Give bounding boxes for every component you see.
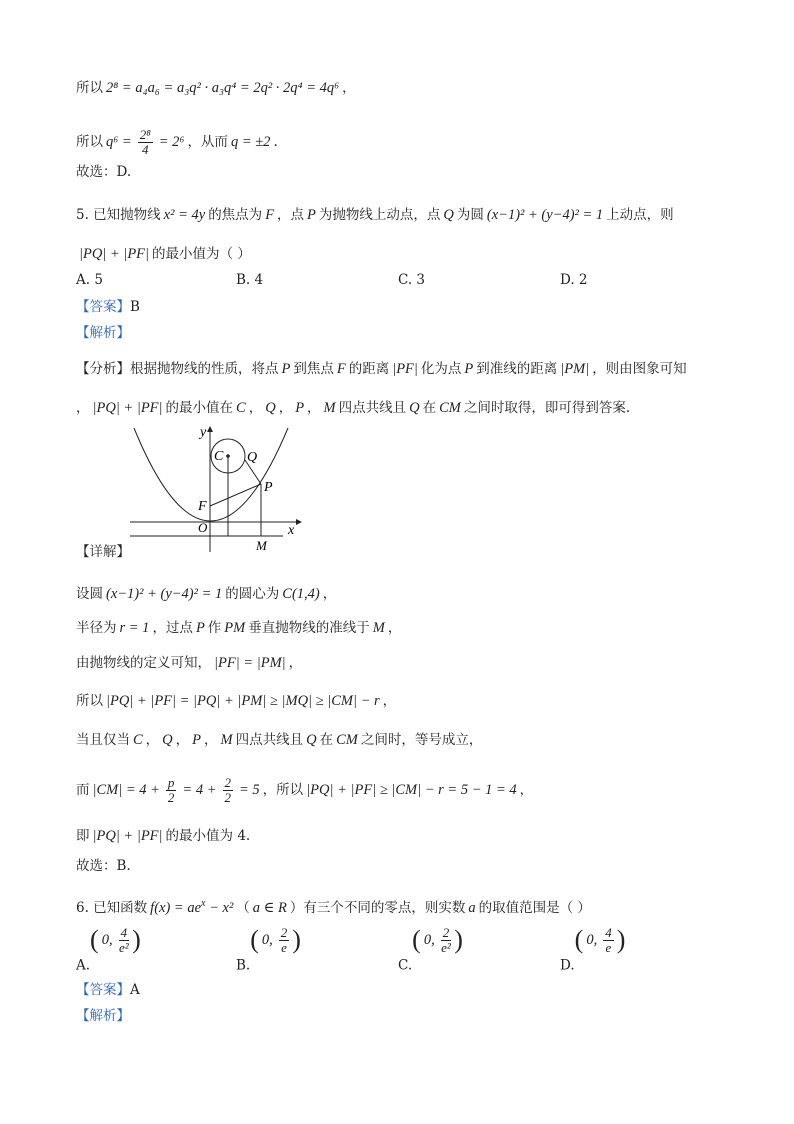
fraction-numerator: 2	[224, 775, 231, 790]
text: 而	[76, 782, 90, 798]
paren: )	[616, 925, 626, 954]
math-expression: C	[236, 400, 246, 416]
c-label: C	[214, 449, 224, 464]
text: ，从而	[187, 134, 228, 150]
text: ，	[519, 782, 534, 798]
text: 根据抛物线的性质，将点	[130, 361, 279, 377]
text: ，点	[277, 207, 305, 223]
option-c[interactable]	[398, 925, 463, 974]
analysis-tag: 【解析】	[76, 325, 130, 341]
text: ，	[76, 400, 90, 416]
m-label: M	[256, 538, 267, 553]
math-part: − x²	[209, 899, 234, 916]
text: 四点共线且	[338, 400, 407, 416]
answer-tag: 【答案】	[76, 982, 130, 998]
fraction-denominator: 4	[141, 142, 149, 157]
text: 即	[76, 828, 90, 844]
fraction-denominator: e²	[441, 939, 451, 955]
fraction-denominator: e²	[119, 939, 129, 955]
option-d[interactable]: D. 2	[560, 272, 588, 288]
math-expression: P	[195, 620, 205, 636]
fraction	[166, 776, 177, 805]
fraction-numerator: 2⁸	[139, 127, 151, 142]
math-expression: 2⁸ = a₄a₆ = a₃q² · a₃q⁴ = 2q² · 2q⁴ = 4q⁶	[106, 80, 340, 96]
text: 到准线的距离	[476, 361, 558, 377]
detail-line-7	[76, 826, 250, 846]
paren: (	[412, 925, 421, 954]
answer-6	[76, 980, 140, 1000]
text: ，	[342, 80, 356, 96]
math-expression: P	[464, 361, 474, 377]
text: 在	[319, 732, 334, 748]
detail-line-2	[76, 618, 401, 638]
math-expression: a ∈ R	[252, 899, 287, 916]
y-axis-arrow	[207, 426, 213, 432]
math-expression: Q	[409, 400, 420, 416]
text: ，	[382, 693, 397, 709]
paren: )	[292, 925, 301, 954]
math-expression: P	[295, 400, 305, 416]
text: 的焦点为	[208, 207, 263, 223]
detail-line-6	[76, 776, 533, 805]
text: ，	[175, 732, 190, 748]
answer-5	[76, 297, 140, 317]
answer-value: B	[130, 299, 140, 315]
math-expression: |PQ| + |PF|	[79, 246, 150, 262]
text: .	[273, 134, 278, 150]
detail-line-5	[76, 730, 482, 750]
math-expression: r = 1	[119, 620, 150, 636]
math-expression: |PF| = |PM|	[214, 655, 286, 671]
math-expression: |PM|	[560, 361, 590, 377]
text: 在	[422, 400, 437, 416]
math-expression: = 2⁶	[158, 134, 185, 150]
text: ，所以	[262, 782, 304, 798]
fraction	[138, 128, 153, 157]
text: 所以	[76, 80, 103, 96]
fraction-numerator: 2	[442, 924, 450, 940]
question-6-stem	[76, 894, 591, 918]
math-expression: |PQ| + |PF|	[92, 828, 163, 844]
fraction	[441, 926, 452, 955]
option-b[interactable]: B. 4	[236, 272, 264, 288]
math-expression: |PF|	[392, 361, 418, 377]
fraction-denominator: e	[605, 939, 612, 955]
x-axis-arrow	[296, 519, 302, 525]
math-expression: |PQ| + |PF| ≥ |CM| − r = 5 − 1 = 4	[306, 782, 517, 798]
paren: )	[454, 925, 463, 954]
text: 6. 已知函数	[76, 899, 148, 916]
math-expression: CM	[439, 400, 461, 416]
fraction	[119, 926, 130, 955]
text: ，过点	[152, 620, 193, 636]
option-label: C.	[398, 957, 413, 974]
text: 5. 已知抛物线	[76, 207, 161, 223]
option-b[interactable]	[236, 925, 301, 974]
detail-tag: 【详解】	[76, 544, 130, 560]
text: 上动点，则	[606, 207, 674, 223]
math-expression: Q	[306, 732, 317, 748]
math-expression: P	[192, 732, 202, 748]
math-expression: |PQ| + |PF|	[92, 400, 163, 416]
math-expression: Q	[162, 732, 173, 748]
math-expression: M	[323, 400, 336, 416]
text: 的最小值在	[165, 400, 234, 416]
math-expression: |CM| = 4 +	[92, 782, 160, 798]
analysis-line-2	[76, 398, 630, 418]
question-5-stem	[76, 205, 674, 225]
fraction-numerator: p	[167, 775, 175, 790]
detail-line-4	[76, 691, 396, 711]
answer-tag: 【答案】	[76, 299, 130, 315]
text: 到焦点	[293, 361, 334, 377]
paren: (	[90, 925, 99, 954]
math-expression: q = ±2	[230, 134, 271, 150]
line-2	[76, 128, 278, 157]
math-expression: 0,	[586, 931, 598, 948]
fraction-denominator: 2	[224, 790, 231, 805]
text: ，	[307, 400, 321, 416]
fraction-numerator: 4	[120, 924, 128, 940]
math-expression: 0,	[101, 931, 113, 948]
math-expression: P	[307, 207, 316, 223]
option-a[interactable]	[76, 925, 141, 974]
text: 所以	[76, 134, 103, 150]
text: 所以	[76, 693, 103, 709]
math-expression: Q	[265, 400, 276, 416]
math-expression: q⁶ =	[106, 134, 132, 150]
math-superscript: x	[201, 898, 206, 909]
math-expression: F	[265, 207, 275, 223]
math-expression: (x−1)² + (y−4)² = 1	[106, 586, 223, 602]
parabola-curve	[134, 428, 288, 521]
math-expression: x² = 4y	[163, 207, 206, 223]
text: ，	[248, 400, 263, 416]
math-expression: 0,	[423, 931, 435, 948]
math-expression: F	[336, 361, 346, 377]
fraction-denominator: e	[281, 939, 287, 955]
f-label: F	[198, 499, 207, 514]
text: 化为点	[420, 361, 462, 377]
text: 作	[207, 620, 222, 636]
math-expression	[150, 900, 233, 916]
text: ，	[288, 655, 303, 671]
origin-label: O	[198, 520, 208, 535]
option-c[interactable]: C. 3	[398, 272, 426, 288]
fraction	[223, 776, 234, 805]
text: 的最小值为 4.	[165, 828, 251, 844]
text: 的距离	[348, 361, 390, 377]
math-expression: = 5	[239, 782, 260, 798]
text: ，	[204, 732, 218, 748]
fraction-numerator: 2	[280, 924, 288, 940]
text: 为圆	[456, 207, 484, 223]
paren: )	[132, 925, 141, 954]
text: ，	[387, 620, 402, 636]
text: ，	[278, 400, 293, 416]
math-expression: 0,	[261, 931, 273, 948]
detail-line-3	[76, 653, 302, 673]
math-expression: C	[133, 732, 143, 748]
text: 设圆	[76, 586, 103, 602]
option-label: D.	[560, 957, 575, 974]
text: 半径为	[76, 620, 117, 636]
text: 四点共线且	[235, 732, 304, 748]
text: 之间时，等号成立，	[360, 732, 483, 748]
text: 垂直抛物线的准线于	[248, 620, 370, 636]
fraction-numerator: 4	[605, 924, 612, 940]
math-expression: CM	[336, 732, 358, 748]
option-d[interactable]	[560, 925, 625, 974]
math-expression: P	[281, 361, 291, 377]
text: 当且仅当	[76, 732, 130, 748]
x-label: x	[288, 523, 295, 538]
text: ，	[145, 732, 160, 748]
text: ）有三个不同的零点，则实数	[289, 899, 466, 916]
text: 的圆心为	[225, 586, 280, 602]
analysis-tag-2: 【解析】	[76, 1008, 130, 1024]
analysis-line-1	[76, 359, 687, 379]
math-expression: M	[220, 732, 233, 748]
option-label: B.	[236, 957, 251, 974]
text: 的取值范围是（ ）	[478, 899, 591, 916]
math-expression: PM	[224, 620, 246, 636]
math-expression: |PQ| + |PF| = |PQ| + |PM| ≥ |MQ| ≥ |CM| − r	[106, 693, 380, 709]
analysis-label: 【分析】	[76, 361, 130, 377]
p-label: P	[264, 480, 273, 495]
math-expression: Q	[443, 207, 454, 223]
answer-value: A	[130, 982, 140, 998]
y-label: y	[200, 425, 207, 440]
paren: (	[250, 925, 259, 954]
fraction	[279, 926, 290, 955]
fraction-denominator: 2	[167, 790, 175, 805]
line-3: 故选：D.	[76, 164, 132, 180]
fp-segment	[210, 484, 261, 506]
math-expression: (x−1)² + (y−4)² = 1	[486, 207, 604, 223]
parabola-figure	[128, 424, 308, 554]
text: 的最小值为（ ）	[152, 246, 251, 262]
fraction	[603, 926, 614, 955]
math-expression: M	[372, 620, 385, 636]
detail-line-8: 故选：B.	[76, 858, 131, 874]
math-expression: a	[468, 899, 476, 916]
line-1	[76, 78, 356, 98]
paren: (	[574, 925, 584, 954]
text: ，	[322, 586, 337, 602]
math-part: f(x) = ae	[150, 899, 202, 916]
option-label: A.	[76, 957, 91, 974]
question-5-stem-2	[76, 244, 251, 264]
math-expression: C(1,4)	[282, 586, 320, 602]
text: 由抛物线的定义可知，	[76, 655, 211, 671]
option-a[interactable]: A. 5	[76, 272, 103, 288]
q-label: Q	[247, 450, 258, 465]
text: ，则由图象可知	[592, 361, 687, 377]
math-expression: = 4 +	[182, 782, 217, 798]
text: （	[236, 899, 250, 916]
text: 为抛物线上动点，点	[318, 207, 441, 223]
text: 之间时取得，即可得到答案.	[463, 400, 631, 416]
detail-line-1	[76, 584, 336, 604]
